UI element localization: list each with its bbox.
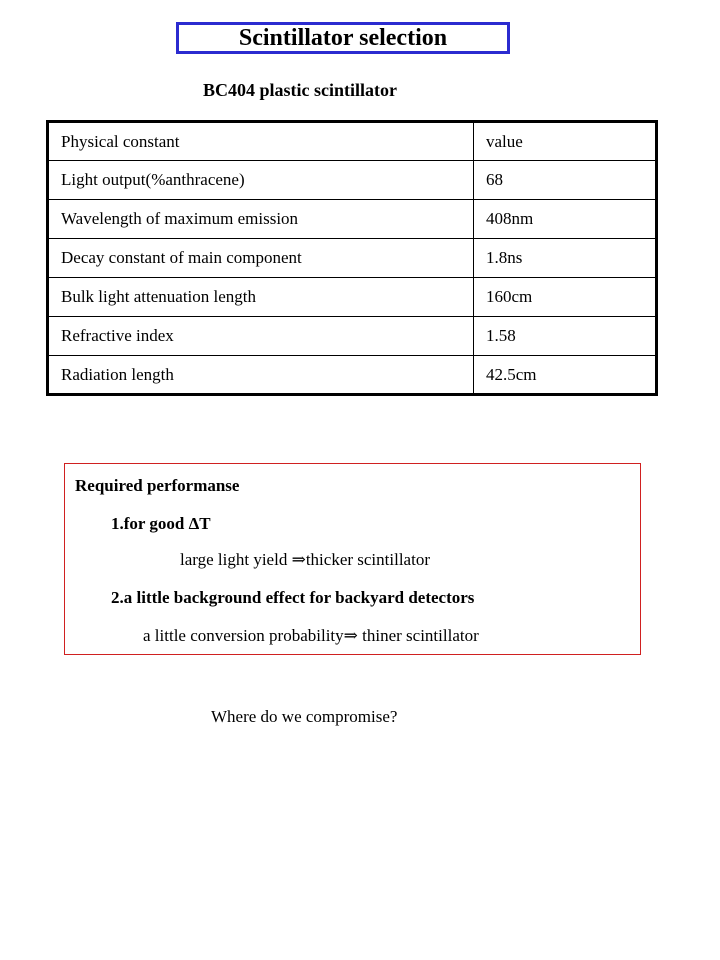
table-cell-constant: Decay constant of main component xyxy=(48,239,474,278)
closing-question: Where do we compromise? xyxy=(211,707,398,726)
table-cell-value: 1.58 xyxy=(474,317,657,356)
table-cell-value: 160cm xyxy=(474,278,657,317)
title-box xyxy=(176,22,510,54)
table-cell-value: 42.5cm xyxy=(474,356,657,395)
requirements-heading: Required performanse xyxy=(75,476,240,495)
table-row xyxy=(48,317,657,356)
table-cell-value: 68 xyxy=(474,161,657,200)
table-row xyxy=(48,161,657,200)
subtitle: BC404 plastic scintillator xyxy=(203,80,397,100)
table-header-row xyxy=(48,122,657,161)
properties-table xyxy=(46,120,658,396)
table-cell-constant: Radiation length xyxy=(48,356,474,395)
table-cell-constant: Refractive index xyxy=(48,317,474,356)
page-title: Scintillator selection xyxy=(238,24,448,51)
requirements-box xyxy=(64,463,641,655)
table-cell-constant: Bulk light attenuation length xyxy=(48,278,474,317)
table-row xyxy=(48,356,657,395)
table-cell-value: 1.8ns xyxy=(474,239,657,278)
header-cell-value: value xyxy=(474,122,657,161)
requirement-item-2-detail: a little conversion probability⇒ thiner scintillator xyxy=(143,626,479,645)
requirement-item-1: 1.for good ΔT xyxy=(111,514,211,533)
table-row xyxy=(48,200,657,239)
requirement-item-1-detail: large light yield ⇒thicker scintillator xyxy=(180,550,430,569)
table-cell-constant: Wavelength of maximum emission xyxy=(48,200,474,239)
table-cell-value: 408nm xyxy=(474,200,657,239)
table-cell-constant: Light output(%anthracene) xyxy=(48,161,474,200)
requirement-item-2: 2.a little background effect for backyard detectors xyxy=(111,588,475,607)
header-cell-constant: Physical constant xyxy=(48,122,474,161)
table-row xyxy=(48,278,657,317)
table-row xyxy=(48,239,657,278)
